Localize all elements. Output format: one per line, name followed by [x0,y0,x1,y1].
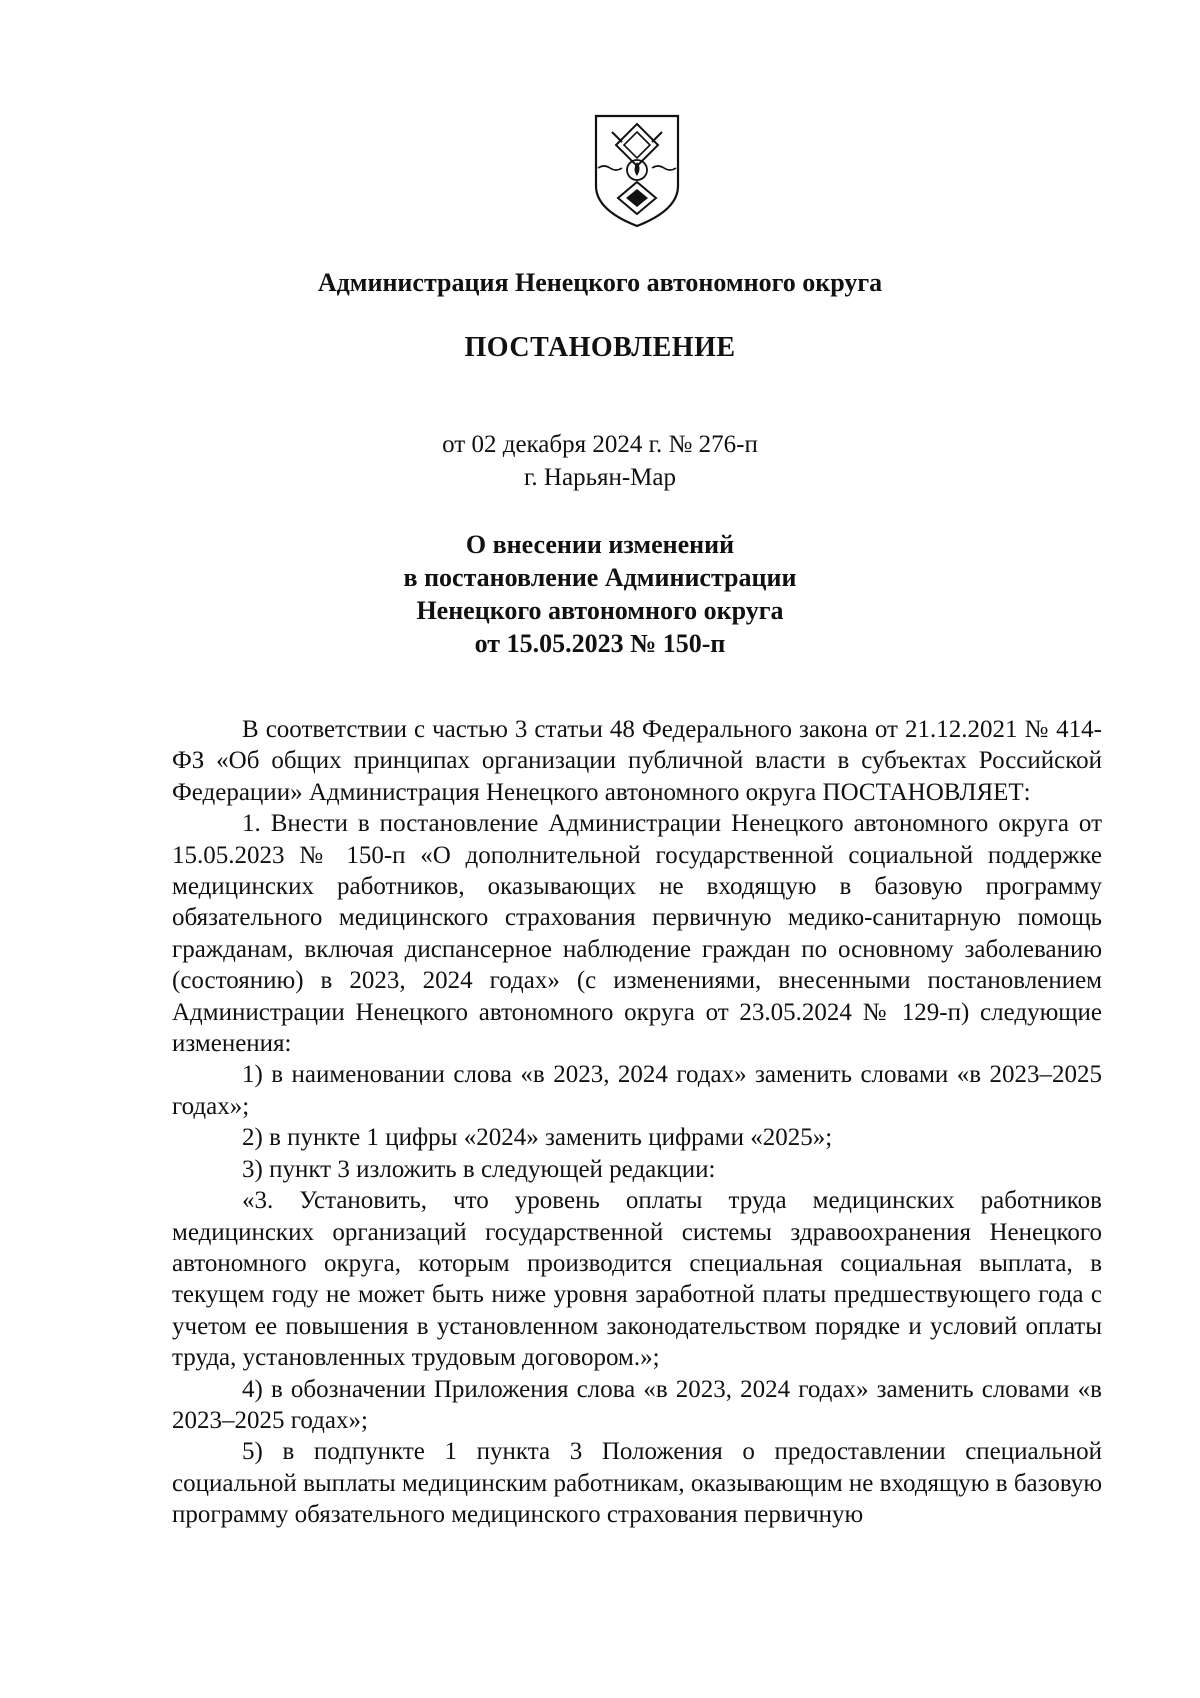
document-title [0,528,1200,660]
organization-name: Администрация Ненецкого автономного округа [317,268,883,297]
date-block [0,428,1200,494]
subitem-1-paragraph: 1) в наименовании слова «в 2023, 2024 годах» заменить словами «в 2023–2025 годах»; [172,1061,1102,1120]
subitem-5-paragraph: 5) в подпункте 1 пункта 3 Положения о предоставлении специальной социальной выплаты медицинским работникам, оказывающим не входящую в базовую программу обязательного медицинского страхования первичную [172,1438,1102,1529]
subitem-3-paragraph: 3) пункт 3 изложить в следующей редакции: [242,1155,716,1183]
title-line: О внесении изменений [465,530,735,559]
city: г. Нарьян-Мар [523,464,676,491]
document-type: ПОСТАНОВЛЕНИЕ [464,332,736,363]
title-line: Ненецкого автономного округа [416,596,784,625]
subitem-2-paragraph: 2) в пункте 1 цифры «2024» заменить цифрами «2025»; [242,1124,833,1152]
title-line: в постановление Администрации [403,563,797,592]
title-line: от 15.05.2023 № 150-п [474,629,726,658]
date-number: от 02 декабря 2024 г. № 276-п [442,431,758,458]
subitem-4-paragraph: 4) в обозначении Приложения слова «в 2023, 2024 годах» заменить словами «в 2023–2025 годах»; [172,1375,1102,1434]
quoted-item-3-paragraph: «3. Установить, что уровень оплаты труда медицинских работников медицинских организаций государственной системы здравоохранения Ненецкого автономного округа, которым производится специальная социальная выплата, в текущем году не может быть ниже уровня заработной платы предшествующего года с учетом ее повышения в установленном законодательством порядке и условий оплаты труда, установленных трудовым договором.»; [172,1187,1102,1372]
item-1-paragraph: 1. Внести в постановление Администрации Ненецкого автономного округа от 15.05.2023 № 150-п «О дополнительной государственной социальной поддержке медицинских работников, оказывающих не входящую в базовую программу обязательного медицинского страхования первичную медико-санитарную помощь гражданам, включая диспансерное наблюдение граждан по основному заболеванию (состоянию) в 2023, 2024 годах» (с изменениями, внесенными постановлением Администрации Ненецкого автономного округа от 23.05.2024 № 129-п) следующие изменения: [172,810,1102,1058]
coat-of-arms-icon [592,112,682,230]
preamble-paragraph: В соответствии с частью 3 статьи 48 Федерального закона от 21.12.2021 № 414-ФЗ «Об общих принципах организации публичной власти в субъектах Российской Федерации» Администрация Ненецкого автономного округа ПОСТАНОВЛЯЕТ: [172,716,1102,806]
document-body [172,714,1102,1531]
